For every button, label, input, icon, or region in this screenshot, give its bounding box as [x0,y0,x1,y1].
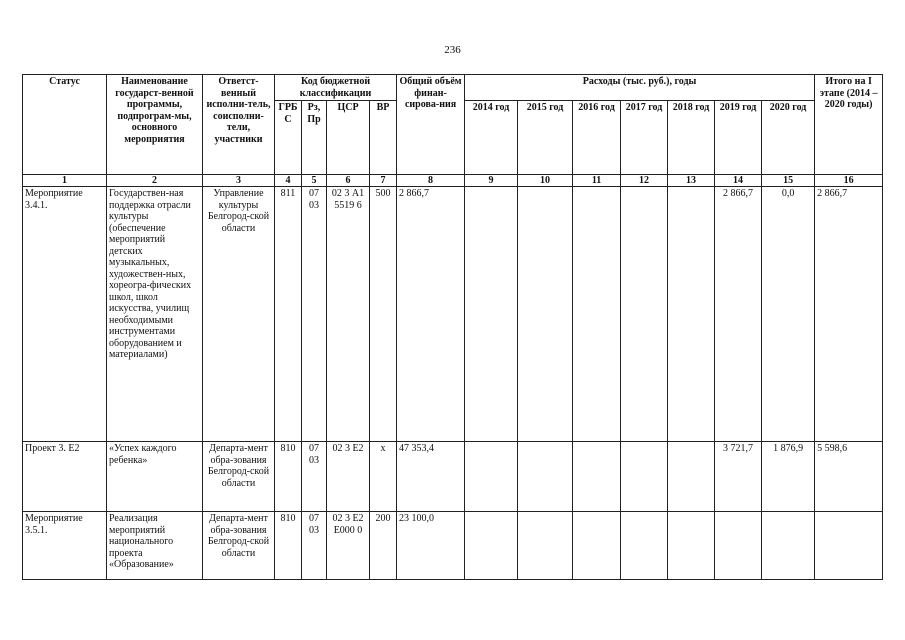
column-number: 10 [518,175,573,187]
column-number: 8 [397,175,465,187]
header-grbs: ГРБ С [275,101,302,175]
row-name: «Успех каждого ребенка» [107,442,203,512]
row-rz-pr: 07 03 [302,187,327,442]
row-vr: х [370,442,397,512]
row-vr: 200 [370,512,397,580]
column-number: 11 [573,175,621,187]
row-stage-total [815,512,883,580]
row-year-2019 [715,512,762,580]
table-row [23,187,883,442]
column-number: 2 [107,175,203,187]
row-status: Мероприятие 3.5.1. [23,512,107,580]
row-year-2017 [621,512,668,580]
column-number: 12 [621,175,668,187]
header-total-volume: Общий объём финан-сирова-ния [397,75,465,175]
row-year-2017 [621,442,668,512]
row-year-2018 [668,187,715,442]
row-year-2019: 2 866,7 [715,187,762,442]
row-vr: 500 [370,187,397,442]
header-year-2020: 2020 год [762,101,815,175]
row-stage-total: 5 598,6 [815,442,883,512]
row-year-2016 [573,187,621,442]
row-year-2020: 0,0 [762,187,815,442]
column-number: 4 [275,175,302,187]
row-executor: Управление культуры Белгород-ской области [203,187,275,442]
table-row [23,442,883,512]
column-number-row [23,175,883,187]
header-year-2017: 2017 год [621,101,668,175]
row-status: Проект 3. Е2 [23,442,107,512]
row-year-2014 [465,442,518,512]
row-year-2015 [518,442,573,512]
header-year-2018: 2018 год [668,101,715,175]
row-year-2015 [518,187,573,442]
row-total: 23 100,0 [397,512,465,580]
row-rz-pr: 07 03 [302,512,327,580]
row-year-2018 [668,442,715,512]
header-year-2015: 2015 год [518,101,573,175]
header-executor: Ответст-венный исполни-тель, соисполни-тели, участники [203,75,275,175]
header-name: Наименование государст-венной программы, подпрограм-мы, основного мероприятия [107,75,203,175]
row-name: Реализация мероприятий национального проекта «Образование» [107,512,203,580]
row-year-2015 [518,512,573,580]
row-executor: Департа-мент обра-зования Белгород-ской области [203,442,275,512]
row-status: Мероприятие 3.4.1. [23,187,107,442]
row-year-2019: 3 721,7 [715,442,762,512]
header-row-1 [23,75,883,101]
row-year-2014 [465,512,518,580]
page-number: 236 [444,44,461,56]
header-stage-total: Итого на I этапе (2014 – 2020 годы) [815,75,883,175]
table-row [23,512,883,580]
column-number: 14 [715,175,762,187]
column-number: 6 [327,175,370,187]
header-year-2014: 2014 год [465,101,518,175]
row-year-2020 [762,512,815,580]
row-year-2014 [465,187,518,442]
column-number: 13 [668,175,715,187]
row-rz-pr: 07 03 [302,442,327,512]
row-total: 47 353,4 [397,442,465,512]
row-csr: 02 3 Е2 [327,442,370,512]
header-year-2019: 2019 год [715,101,762,175]
header-csr: ЦСР [327,101,370,175]
column-number: 15 [762,175,815,187]
column-number: 16 [815,175,883,187]
header-rz-pr: Рз, Пр [302,101,327,175]
row-name: Государствен-ная поддержка отрасли культуры (обеспечение мероприятий детских музыкальных, художествен-ных, хореогра-фических школ, школ искусства, училищ необходимыми инструментами оборудованием и материалами) [107,187,203,442]
row-year-2016 [573,512,621,580]
column-number: 9 [465,175,518,187]
row-year-2018 [668,512,715,580]
row-grbs: 810 [275,442,302,512]
row-csr: 02 3 А1 5519 6 [327,187,370,442]
row-grbs: 810 [275,512,302,580]
header-year-2016: 2016 год [573,101,621,175]
row-csr: 02 3 Е2 Е000 0 [327,512,370,580]
row-grbs: 811 [275,187,302,442]
column-number: 5 [302,175,327,187]
budget-table [22,74,883,580]
header-budget-code: Код бюджетной классификации [275,75,397,101]
row-total: 2 866,7 [397,187,465,442]
header-expenses: Расходы (тыс. руб.), годы [465,75,815,101]
row-year-2016 [573,442,621,512]
row-year-2017 [621,187,668,442]
header-vr: ВР [370,101,397,175]
row-executor: Департа-мент обра-зования Белгород-ской области [203,512,275,580]
row-year-2020: 1 876,9 [762,442,815,512]
column-number: 1 [23,175,107,187]
header-status: Статус [23,75,107,175]
column-number: 3 [203,175,275,187]
row-stage-total: 2 866,7 [815,187,883,442]
column-number: 7 [370,175,397,187]
